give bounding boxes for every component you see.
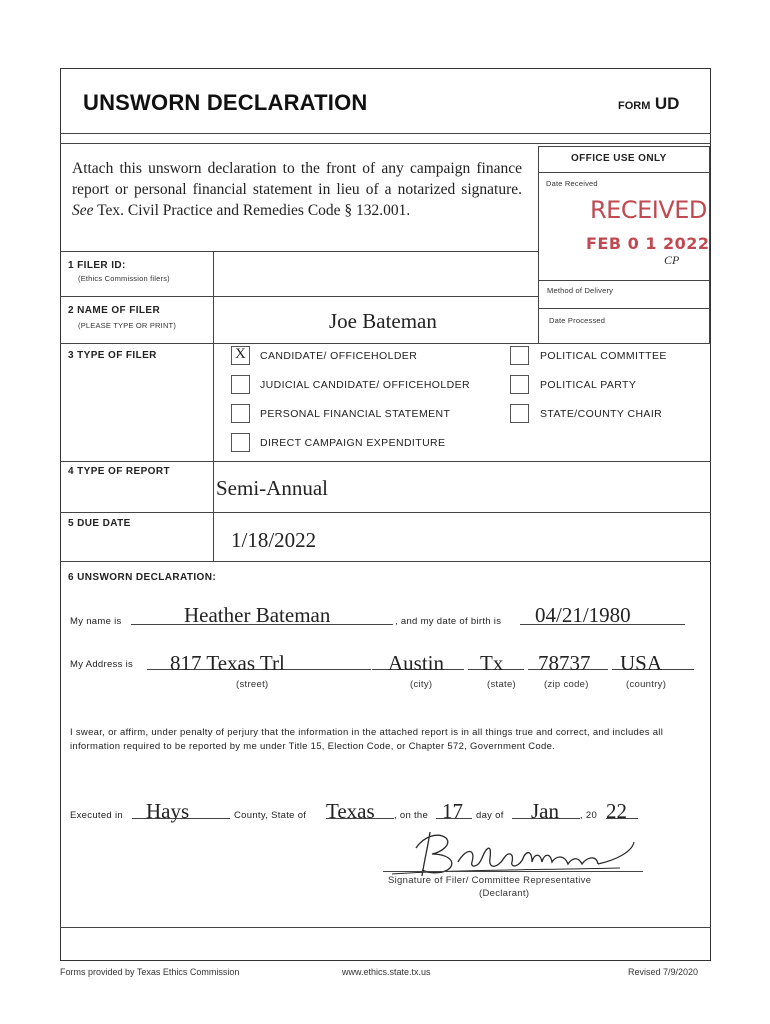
- office-received-divider: [538, 280, 710, 281]
- declaration-top: [60, 561, 711, 562]
- my-name-is-text: My name is: [70, 616, 122, 627]
- execution-state[interactable]: Texas: [326, 799, 375, 823]
- filer-id-field[interactable]: [220, 258, 530, 292]
- checkbox-x-mark: X: [235, 346, 246, 362]
- received-stamp: RECEIVED: [590, 196, 707, 224]
- execution-county[interactable]: Hays: [146, 799, 190, 823]
- checkbox-state-county-chair[interactable]: [510, 404, 529, 423]
- address-state[interactable]: Tx: [480, 651, 504, 675]
- checkbox-candidate-officeholder[interactable]: [231, 346, 250, 365]
- filer-id-sub: (Ethics Commission filers): [78, 274, 170, 283]
- oath-text: I swear, or affirm, under penalty of perjury that the information in the attached report is in all things true and correct, and includes all information required to be reported by me under Title 15, Election Code, or Chapter 572, Government Code.: [70, 727, 664, 752]
- intro-part2: Tex. Civil Practice and Remedies Code § 132.001.: [97, 202, 411, 219]
- bottom-divider: [60, 927, 711, 928]
- county-state-text: County, State of: [234, 810, 307, 821]
- execution-year[interactable]: 22: [606, 799, 627, 823]
- method-of-delivery-label: Method of Delivery: [547, 286, 614, 295]
- filer-id-label: 1 FILER ID:: [68, 260, 126, 271]
- option-direct-campaign-expenditure: DIRECT CAMPAIGN EXPENDITURE: [260, 437, 446, 449]
- year-prefix: , 20: [580, 810, 598, 821]
- checkbox-political-committee[interactable]: [510, 346, 529, 365]
- date-of-birth[interactable]: 04/21/1980: [535, 603, 631, 627]
- dob-text: , and my date of birth is: [395, 616, 502, 627]
- caption-zip: (zip code): [544, 679, 589, 690]
- form-title: UNSWORN DECLARATION: [83, 90, 368, 115]
- on-the-text: , on the: [394, 810, 429, 821]
- form-code-label: [618, 94, 679, 114]
- signature-line: [383, 871, 643, 872]
- my-address-is-text: My Address is: [70, 659, 134, 670]
- type-of-report-label: 4 TYPE OF REPORT: [68, 466, 170, 477]
- stamp-initials: CP: [664, 253, 680, 267]
- intro-part1: Attach this unsworn declaration to the front of any campaign finance report or personal financial statement in lieu of a notarized signature.: [72, 160, 522, 198]
- address-zip[interactable]: 78737: [538, 651, 591, 675]
- due-date-value[interactable]: 1/18/2022: [231, 528, 317, 552]
- date-received-label: Date Received: [546, 179, 598, 188]
- caption-street: (street): [236, 679, 269, 690]
- name-of-filer-sub: (PLEASE TYPE OR PRINT): [78, 321, 177, 330]
- header-divider-2: [60, 143, 711, 144]
- address-city[interactable]: Austin: [388, 651, 445, 675]
- option-judicial-candidate: JUDICIAL CANDIDATE/ OFFICEHOLDER: [260, 379, 470, 391]
- name-of-filer-label: 2 NAME OF FILER: [68, 305, 161, 316]
- checkbox-direct-campaign-expenditure[interactable]: [231, 433, 250, 452]
- option-political-committee: POLITICAL COMMITTEE: [540, 350, 667, 362]
- form-label: FORM: [618, 100, 651, 112]
- checkbox-judicial-candidate[interactable]: [231, 375, 250, 394]
- caption-state: (state): [487, 679, 517, 690]
- option-political-party: POLITICAL PARTY: [540, 379, 637, 391]
- option-personal-financial-statement: PERSONAL FINANCIAL STATEMENT: [260, 408, 451, 420]
- declarant-caption: (Declarant): [479, 888, 530, 899]
- footer-provider: Forms provided by Texas Ethics Commission: [60, 967, 240, 977]
- office-box-left-border: [538, 146, 539, 344]
- form-code: UD: [654, 94, 680, 113]
- filer-id-top: [60, 251, 538, 252]
- type-of-report-top: [60, 461, 711, 462]
- intro-paragraph: [72, 158, 522, 221]
- received-stamp-date: FEB 0 1 2022: [586, 234, 710, 253]
- office-use-heading: OFFICE USE ONLY: [571, 153, 667, 164]
- name-top: [60, 296, 538, 297]
- option-candidate-officeholder: CANDIDATE/ OFFICEHOLDER: [260, 350, 418, 362]
- caption-country: (country): [626, 679, 667, 690]
- declarant-name[interactable]: Heather Bateman: [184, 603, 331, 627]
- unsworn-declaration-label: 6 UNSWORN DECLARATION:: [68, 572, 217, 583]
- executed-in-text: Executed in: [70, 810, 123, 821]
- address-street[interactable]: 817 Texas Trl: [170, 651, 285, 675]
- type-of-filer-top: [60, 343, 711, 344]
- intro-see: See: [72, 202, 94, 219]
- office-heading-divider: [538, 172, 710, 173]
- day-of-text: day of: [476, 810, 504, 821]
- checkbox-personal-financial-statement[interactable]: [231, 404, 250, 423]
- type-of-report-value[interactable]: Semi-Annual: [216, 476, 328, 500]
- date-processed-label: Date Processed: [549, 316, 606, 325]
- due-date-top: [60, 512, 711, 513]
- address-country[interactable]: USA: [620, 651, 663, 675]
- label-column-divider: [213, 251, 214, 561]
- footer-website[interactable]: www.ethics.state.tx.us: [342, 967, 431, 977]
- office-method-divider: [538, 308, 710, 309]
- type-of-filer-label: 3 TYPE OF FILER: [68, 350, 157, 361]
- checkbox-political-party[interactable]: [510, 375, 529, 394]
- execution-day[interactable]: 17: [442, 799, 463, 823]
- office-box-top: [538, 146, 710, 147]
- caption-city: (city): [410, 679, 433, 690]
- option-state-county-chair: STATE/COUNTY CHAIR: [540, 408, 663, 420]
- signature-caption: Signature of Filer/ Committee Representative: [388, 875, 592, 886]
- filer-name-value[interactable]: Joe Bateman: [329, 309, 437, 333]
- execution-month[interactable]: Jan: [531, 799, 559, 823]
- header-divider: [60, 133, 711, 134]
- footer-revised: Revised 7/9/2020: [628, 967, 699, 977]
- due-date-label: 5 DUE DATE: [68, 518, 131, 529]
